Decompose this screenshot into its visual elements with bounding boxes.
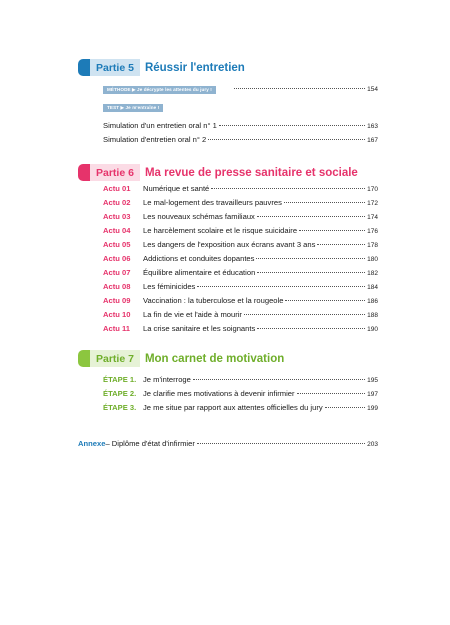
entry-title: Numérique et santé bbox=[143, 184, 210, 193]
leader-dots bbox=[297, 393, 366, 394]
page-number: 197 bbox=[367, 391, 378, 398]
etape-number: ÉTAPE 3. bbox=[103, 403, 137, 412]
toc-entry[interactable] bbox=[103, 254, 378, 263]
leader-dots bbox=[299, 230, 365, 231]
entry-title: Je m'interroge bbox=[143, 375, 191, 384]
page-number: 172 bbox=[367, 200, 378, 207]
toc-entry[interactable] bbox=[103, 198, 378, 207]
toc-entry[interactable] bbox=[103, 375, 378, 384]
methode-pill[interactable]: MÉTHODE ▶ Je décrypte les attentes du jury ! bbox=[103, 86, 216, 94]
toc-entry[interactable] bbox=[103, 282, 378, 291]
part5-title: Réussir l'entretien bbox=[144, 61, 245, 74]
page-number: 167 bbox=[367, 137, 378, 144]
leader-dots bbox=[197, 286, 365, 287]
etape-number: ÉTAPE 1. bbox=[103, 375, 137, 384]
actu-number: Actu 01 bbox=[103, 184, 131, 193]
leader-dots bbox=[197, 443, 365, 444]
page-number: 188 bbox=[367, 312, 378, 319]
entry-title: La crise sanitaire et les soignants bbox=[143, 324, 256, 333]
page-number: 174 bbox=[367, 214, 378, 221]
toc-entry[interactable] bbox=[103, 184, 378, 193]
page-number: 184 bbox=[367, 284, 378, 291]
actu-number: Actu 10 bbox=[103, 310, 131, 319]
test-pill[interactable]: TEST ▶ Je m'entraîne ! bbox=[103, 104, 163, 112]
part5-label: Partie 5 bbox=[90, 59, 140, 76]
part7-title: Mon carnet de motivation bbox=[144, 352, 285, 365]
part7-label: Partie 7 bbox=[90, 350, 140, 367]
page-number: 195 bbox=[367, 377, 378, 384]
entry-title: Je clarifie mes motivations à devenir infirmier bbox=[143, 389, 295, 398]
leader-dots bbox=[285, 300, 365, 301]
part7-header bbox=[78, 350, 284, 367]
actu-number: Actu 03 bbox=[103, 212, 131, 221]
page-number: 199 bbox=[367, 405, 378, 412]
page-number: 182 bbox=[367, 270, 378, 277]
leader-dots bbox=[257, 328, 365, 329]
leader-dots bbox=[284, 202, 365, 203]
part7-tab bbox=[78, 350, 90, 367]
actu-number: Actu 06 bbox=[103, 254, 131, 263]
page-number: 203 bbox=[367, 441, 378, 448]
page-number: 180 bbox=[367, 256, 378, 263]
leader-dots bbox=[234, 88, 365, 89]
leader-dots bbox=[193, 379, 365, 380]
entry-title: Les nouveaux schémas familiaux bbox=[143, 212, 255, 221]
leader-dots bbox=[256, 258, 365, 259]
toc-entry[interactable] bbox=[103, 226, 378, 235]
page-number: 176 bbox=[367, 228, 378, 235]
leader-dots bbox=[317, 244, 365, 245]
entry-title: Le mal-logement des travailleurs pauvres bbox=[143, 198, 282, 207]
methode-row[interactable] bbox=[232, 86, 378, 93]
toc-entry[interactable] bbox=[103, 389, 378, 398]
entry-title: Équilibre alimentaire et éducation bbox=[143, 268, 256, 277]
page-number: 163 bbox=[367, 123, 378, 130]
leader-dots bbox=[257, 272, 365, 273]
part6-label: Partie 6 bbox=[90, 164, 140, 181]
part6-title: Ma revue de presse sanitaire et sociale bbox=[144, 166, 358, 179]
part6-header bbox=[78, 164, 358, 181]
entry-title: Vaccination : la tuberculose et la rougeole bbox=[143, 296, 284, 305]
part6-tab bbox=[78, 164, 90, 181]
page-number: 190 bbox=[367, 326, 378, 333]
annexe-label: Annexe bbox=[78, 439, 106, 448]
actu-number: Actu 02 bbox=[103, 198, 131, 207]
toc-entry[interactable] bbox=[103, 310, 378, 319]
actu-number: Actu 05 bbox=[103, 240, 131, 249]
toc-entry[interactable] bbox=[103, 135, 378, 144]
page-number: 186 bbox=[367, 298, 378, 305]
toc-entry[interactable] bbox=[103, 212, 378, 221]
entry-title: Addictions et conduites dopantes bbox=[143, 254, 255, 263]
page-number: 154 bbox=[367, 86, 378, 93]
toc-entry[interactable] bbox=[103, 121, 378, 130]
leader-dots bbox=[244, 314, 365, 315]
actu-number: Actu 08 bbox=[103, 282, 131, 291]
toc-entry[interactable] bbox=[103, 240, 378, 249]
leader-dots bbox=[211, 188, 365, 189]
entry-title: Le harcèlement scolaire et le risque suicidaire bbox=[143, 226, 298, 235]
entry-title: Je me situe par rapport aux attentes officielles du jury bbox=[143, 403, 323, 412]
part5-header bbox=[78, 59, 245, 76]
entry-title: Simulation d'entretien oral n° 2 bbox=[103, 135, 207, 144]
page-number: 178 bbox=[367, 242, 378, 249]
toc-entry[interactable] bbox=[103, 268, 378, 277]
part5-tab bbox=[78, 59, 90, 76]
entry-title: La fin de vie et l'aide à mourir bbox=[143, 310, 242, 319]
etape-number: ÉTAPE 2. bbox=[103, 389, 137, 398]
toc-entry[interactable] bbox=[103, 296, 378, 305]
leader-dots bbox=[208, 139, 365, 140]
toc-entry[interactable] bbox=[103, 324, 378, 333]
entry-title: Simulation d'un entretien oral n° 1 bbox=[103, 121, 217, 130]
actu-number: Actu 04 bbox=[103, 226, 131, 235]
leader-dots bbox=[325, 407, 365, 408]
page-number: 170 bbox=[367, 186, 378, 193]
toc-entry[interactable] bbox=[103, 403, 378, 412]
entry-title: Les dangers de l'exposition aux écrans avant 3 ans bbox=[143, 240, 316, 249]
leader-dots bbox=[219, 125, 365, 126]
actu-number: Actu 07 bbox=[103, 268, 131, 277]
leader-dots bbox=[257, 216, 365, 217]
annexe-entry[interactable] bbox=[78, 439, 378, 448]
entry-title: – Diplôme d'état d'infirmier bbox=[105, 439, 195, 448]
actu-number: Actu 11 bbox=[103, 324, 131, 333]
entry-title: Les féminicides bbox=[143, 282, 196, 291]
actu-number: Actu 09 bbox=[103, 296, 131, 305]
